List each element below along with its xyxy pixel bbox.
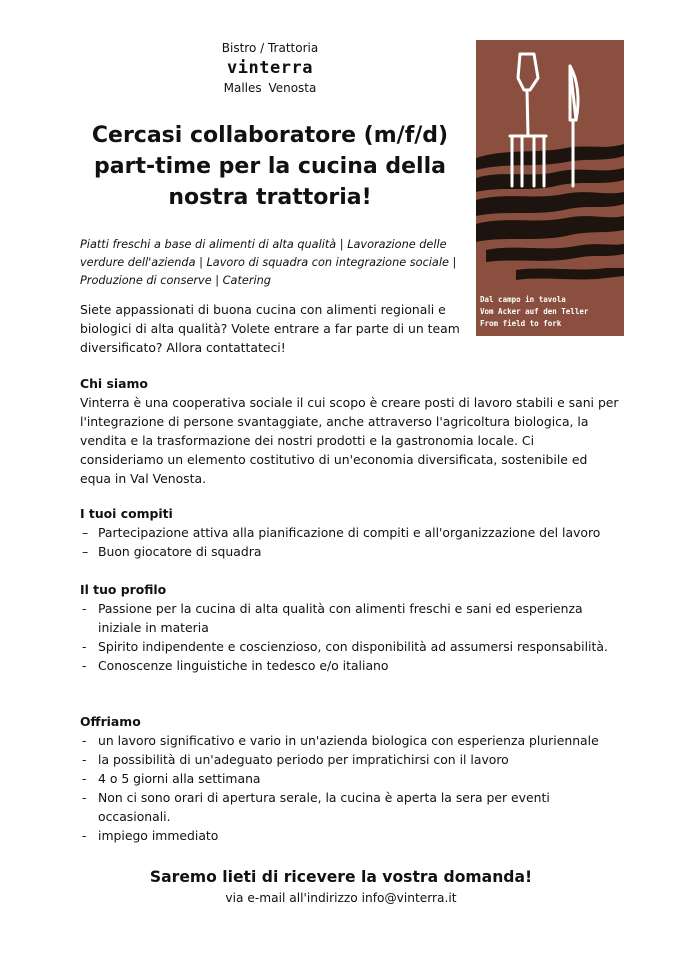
brand-header bbox=[180, 40, 360, 96]
list-item: - un lavoro significativo e vario in un'azienda biologica con esperienza pluriennale bbox=[82, 733, 599, 748]
bullet-dash: – bbox=[82, 544, 89, 559]
offer-section bbox=[80, 712, 620, 845]
profile-list bbox=[80, 599, 620, 675]
vinterra-logo bbox=[476, 40, 624, 336]
list-item: - la possibilità di un'adeguato periodo per impratichirsi con il lavoro bbox=[82, 752, 509, 767]
about-text: Vinterra è una cooperativa sociale il cui scopo è creare posti di lavoro stabili e sani per l'integrazione di persone svantaggiate, anche attraverso l'agricoltura biologica, la vendita e la trasformazione dei nostri prodotti e la gastronomia locale. Ci consideriamo un elemento costitutivo di un'economia diversificata, sostenibile ed equa in Val Venosta. bbox=[80, 395, 619, 486]
list-item: - Passione per la cucina di alta qualità con alimenti freschi e sani ed esperienza iniziale in materia bbox=[82, 601, 583, 635]
footer bbox=[0, 866, 682, 908]
job-highlights: Piatti freschi a base di alimenti di alta qualità | Lavorazione delle verdure dell'azienda | Lavoro di squadra con integrazione sociale | Produzione di conserve | Catering bbox=[80, 238, 457, 287]
tagline-de: Vom Acker auf den Teller bbox=[480, 307, 589, 316]
bullet-dash: - bbox=[82, 828, 87, 843]
bullet-dash: - bbox=[82, 639, 87, 654]
venue-name: vinterra bbox=[227, 58, 313, 78]
intro-paragraph: Siete appassionati di buona cucina con alimenti regionali e biologici di alta qualità? Volete entrare a far parte di un team diversificato? Allora contattateci! bbox=[80, 302, 460, 355]
logo-tagline bbox=[480, 294, 588, 330]
call-to-action: Saremo lieti di ricevere la vostra domanda! bbox=[149, 868, 533, 886]
bullet-dash: - bbox=[82, 601, 87, 616]
profile-heading: Il tuo profilo bbox=[80, 582, 167, 597]
list-item: - Spirito indipendente e coscienzioso, con disponibilità ad assumersi responsabilità. bbox=[82, 639, 608, 654]
offer-heading: Offriamo bbox=[80, 714, 141, 729]
offer-list bbox=[80, 731, 620, 845]
bullet-dash: - bbox=[82, 790, 87, 805]
bullet-dash: - bbox=[82, 771, 87, 786]
profile-section bbox=[80, 580, 620, 675]
tagline-it: Dal campo in tavola bbox=[480, 295, 566, 304]
job-title: Cercasi collaboratore (m/f/d) part-time per la cucina della nostra trattoria! bbox=[91, 123, 449, 210]
list-item: - 4 o 5 giorni alla settimana bbox=[82, 771, 261, 786]
fork-knife-field-icon bbox=[476, 40, 624, 336]
bullet-dash: – bbox=[82, 525, 89, 540]
bullet-dash: - bbox=[82, 733, 87, 748]
about-section bbox=[80, 374, 620, 488]
tasks-section bbox=[80, 504, 620, 561]
tagline-en: From field to fork bbox=[480, 319, 562, 328]
list-item: – Partecipazione attiva alla pianificazione di compiti e all'organizzazione del lavoro bbox=[82, 525, 601, 540]
venue-type: Bistro / Trattoria bbox=[221, 41, 319, 55]
tasks-heading: I tuoi compiti bbox=[80, 506, 173, 521]
venue-location: Malles Venosta bbox=[223, 81, 317, 95]
contact-info: via e-mail all'indirizzo info@vinterra.it bbox=[225, 891, 457, 905]
bullet-dash: - bbox=[82, 752, 87, 767]
list-item: – Buon giocatore di squadra bbox=[82, 544, 262, 559]
list-item: - Conoscenze linguistiche in tedesco e/o italiano bbox=[82, 658, 389, 673]
bullet-dash: - bbox=[82, 658, 87, 673]
tasks-list bbox=[80, 523, 620, 561]
list-item: - Non ci sono orari di apertura serale, la cucina è aperta la sera per eventi occasionali. bbox=[82, 790, 550, 824]
list-item: - impiego immediato bbox=[82, 828, 219, 843]
about-heading: Chi siamo bbox=[80, 376, 148, 391]
